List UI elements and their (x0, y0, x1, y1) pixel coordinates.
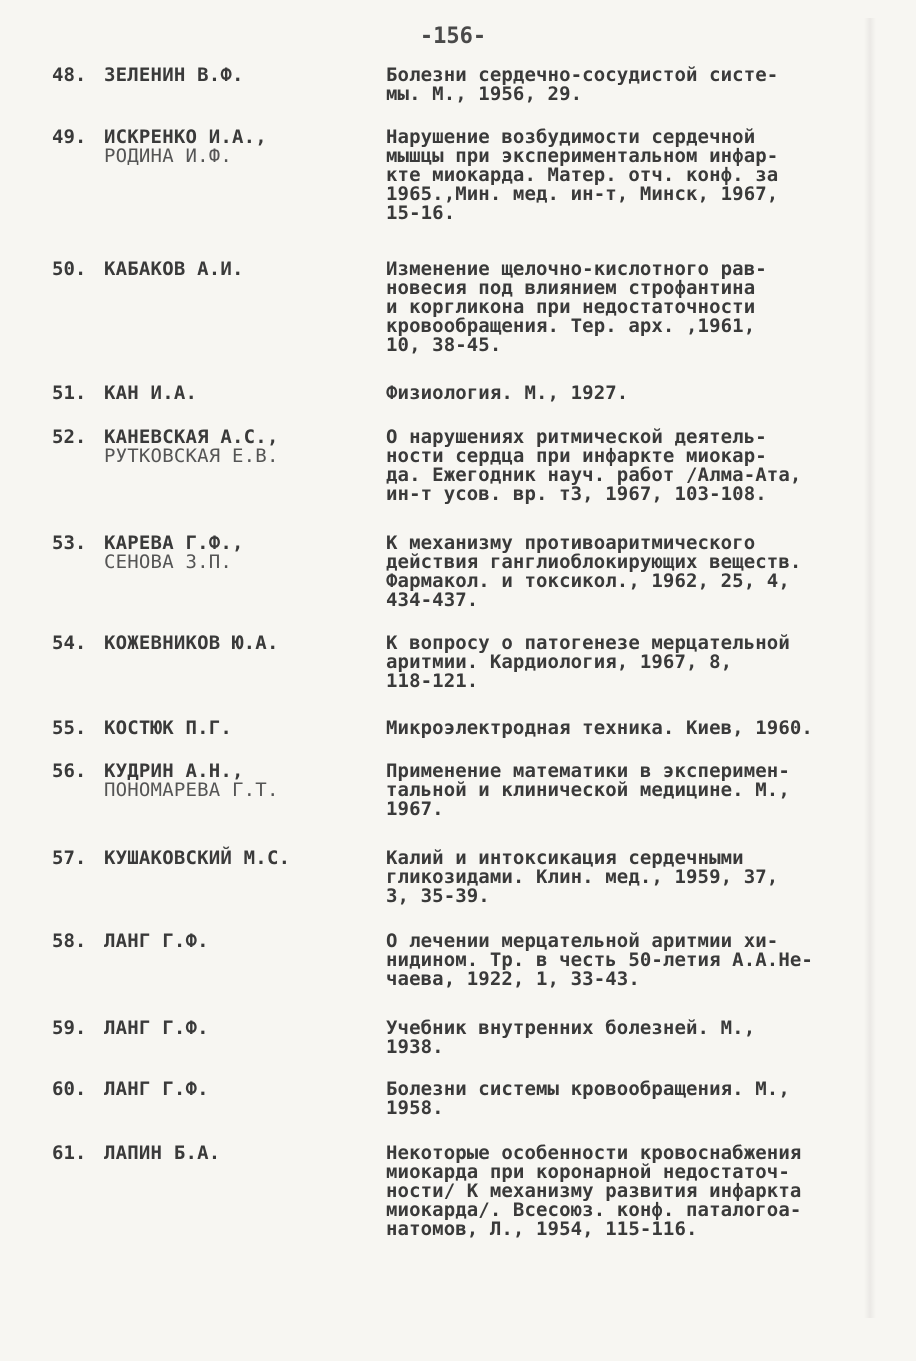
bibliography-entry (52, 719, 872, 738)
entry-authors (104, 932, 386, 951)
citation-line: новесия под влиянием строфантина (386, 277, 756, 299)
entry-number: 61. (52, 1142, 87, 1164)
entry-authors (104, 1019, 386, 1038)
entry-citation (386, 634, 872, 691)
entry-citation (386, 719, 872, 738)
entry-citation (386, 534, 872, 610)
bibliography-entry (52, 932, 872, 989)
entry-number: 55. (52, 717, 87, 739)
citation-line: миокарда при коронарной недостаточ- (386, 1161, 790, 1183)
entry-number: 59. (52, 1017, 87, 1039)
entry-number: 56. (52, 760, 87, 782)
citation-line: 118-121. (386, 670, 479, 692)
entry-number: 48. (52, 64, 87, 86)
citation-line: кте миокарда. Матер. отч. конф. за (386, 164, 779, 186)
author-name: КАН И.А. (104, 382, 198, 404)
entry-number: 51. (52, 382, 87, 404)
entry-authors (104, 719, 386, 738)
entry-authors (104, 534, 386, 572)
citation-line: К механизму противоаритмического (386, 532, 756, 554)
author-name: КАНЕВСКАЯ А.С., (104, 426, 279, 448)
entry-number: 58. (52, 930, 87, 952)
citation-line: Применение математики в эксперимен- (386, 760, 790, 782)
entry-authors (104, 260, 386, 279)
entry-citation (386, 849, 872, 906)
entry-citation (386, 762, 872, 819)
citation-line: 1958. (386, 1097, 444, 1119)
bibliography-entry (52, 1019, 872, 1057)
author-name: РОДИНА И.Ф. (104, 145, 233, 167)
entry-authors (104, 428, 386, 466)
entry-authors (104, 849, 386, 868)
entry-number: 50. (52, 258, 87, 280)
entry-authors (104, 762, 386, 800)
citation-line: Болезни сердечно-сосудистой систе- (386, 64, 779, 86)
citation-line: Некоторые особенности кровоснабжения (386, 1142, 802, 1164)
citation-line: да. Ежегодник науч. работ /Алма-Ата, (386, 464, 802, 486)
bibliography-entry (52, 260, 872, 355)
bibliography-entry (52, 1144, 872, 1239)
citation-line: действия ганглиоблокирующих веществ. (386, 551, 802, 573)
author-name: КОСТЮК П.Г. (104, 717, 233, 739)
bibliography-entry (52, 634, 872, 691)
citation-line: мышцы при экспериментальном инфар- (386, 145, 779, 167)
citation-line: О нарушениях ритмической деятель- (386, 426, 767, 448)
citation-line: 3, 35-39. (386, 885, 490, 907)
bibliography-entry (52, 66, 872, 104)
author-name: ЗЕЛЕНИН В.Ф. (104, 64, 244, 86)
entry-number: 53. (52, 532, 87, 554)
entry-citation (386, 932, 872, 989)
citation-line: Микроэлектродная техника. Киев, 1960. (386, 717, 813, 739)
citation-line: ности/ К механизму развития инфаркта (386, 1180, 802, 1202)
citation-line: тальной и клинической медицине. М., (386, 779, 790, 801)
entry-authors (104, 1080, 386, 1099)
citation-line: 1965.,Мин. мед. ин-т, Минск, 1967, (386, 183, 779, 205)
citation-line: Нарушение возбудимости сердечной (386, 126, 756, 148)
author-name: ЛАНГ Г.Ф. (104, 1017, 209, 1039)
entry-number: 60. (52, 1078, 87, 1100)
entry-number: 49. (52, 126, 87, 148)
author-name: КАРЕВА Г.Ф., (104, 532, 244, 554)
entry-citation (386, 428, 872, 504)
citation-line: ности сердца при инфаркте миокар- (386, 445, 767, 467)
citation-line: 15-16. (386, 202, 456, 224)
citation-line: Учебник внутренних болезней. М., (386, 1017, 756, 1039)
citation-line: мы. М., 1956, 29. (386, 83, 583, 105)
citation-line: К вопросу о патогенезе мерцательной (386, 632, 790, 654)
entry-authors (104, 384, 386, 403)
citation-line: ин-т усов. вр. т3, 1967, 103-108. (386, 483, 767, 505)
citation-line: аритмии. Кардиология, 1967, 8, (386, 651, 733, 673)
bibliography-entry (52, 849, 872, 906)
citation-line: 1967. (386, 798, 444, 820)
citation-line: натомов, Л., 1954, 115-116. (386, 1218, 698, 1240)
citation-line: и коргликона при недостаточности (386, 296, 756, 318)
bibliography-entry (52, 428, 872, 504)
author-name: КУШАКОВСКИЙ М.С. (104, 847, 291, 869)
citation-line: кровообращения. Тер. арх. ,1961, (386, 315, 756, 337)
page-number: -156- (419, 24, 487, 49)
entry-number: 52. (52, 426, 87, 448)
author-name: ИСКРЕНКО И.А., (104, 126, 267, 148)
entry-citation (386, 1144, 872, 1239)
entry-authors (104, 634, 386, 653)
citation-line: нидином. Тр. в честь 50-летия А.А.Не- (386, 949, 813, 971)
entry-citation (386, 1080, 872, 1118)
author-name: РУТКОВСКАЯ Е.В. (104, 445, 279, 467)
bibliography-entry (52, 762, 872, 819)
bibliography-entry (52, 534, 872, 610)
citation-line: Болезни системы кровообращения. М., (386, 1078, 790, 1100)
citation-line: Калий и интоксикация сердечными (386, 847, 744, 869)
entry-citation (386, 1019, 872, 1057)
bibliography-entry (52, 384, 872, 403)
citation-line: Фармакол. и токсикол., 1962, 25, 4, (386, 570, 790, 592)
author-name: ЛАНГ Г.Ф. (104, 1078, 209, 1100)
author-name: КАБАКОВ А.И. (104, 258, 244, 280)
entry-number: 57. (52, 847, 87, 869)
citation-line: миокарда/. Всесоюз. конф. паталогоа- (386, 1199, 802, 1221)
entry-citation (386, 384, 872, 403)
citation-line: 434-437. (386, 589, 479, 611)
entry-citation (386, 66, 872, 104)
entry-authors (104, 1144, 386, 1163)
citation-line: чаева, 1922, 1, 33-43. (386, 968, 640, 990)
author-name: КОЖЕВНИКОВ Ю.А. (104, 632, 279, 654)
citation-line: Физиология. М., 1927. (386, 382, 629, 404)
bibliography-entry (52, 1080, 872, 1118)
citation-line: 1938. (386, 1036, 444, 1058)
entry-number: 54. (52, 632, 87, 654)
citation-line: 10, 38-45. (386, 334, 502, 356)
author-name: СЕНОВА З.П. (104, 551, 233, 573)
citation-line: гликозидами. Клин. мед., 1959, 37, (386, 866, 779, 888)
bibliography-entry (52, 128, 872, 223)
citation-line: Изменение щелочно-кислотного рав- (386, 258, 767, 280)
author-name: ЛАНГ Г.Ф. (104, 930, 209, 952)
author-name: ЛАПИН Б.А. (104, 1142, 221, 1164)
author-name: КУДРИН А.Н., (104, 760, 244, 782)
entry-authors (104, 128, 386, 166)
citation-line: О лечении мерцательной аритмии хи- (386, 930, 779, 952)
entry-authors (104, 66, 386, 85)
entry-citation (386, 128, 872, 223)
author-name: ПОНОМАРЕВА Г.Т. (104, 779, 279, 801)
entry-citation (386, 260, 872, 355)
